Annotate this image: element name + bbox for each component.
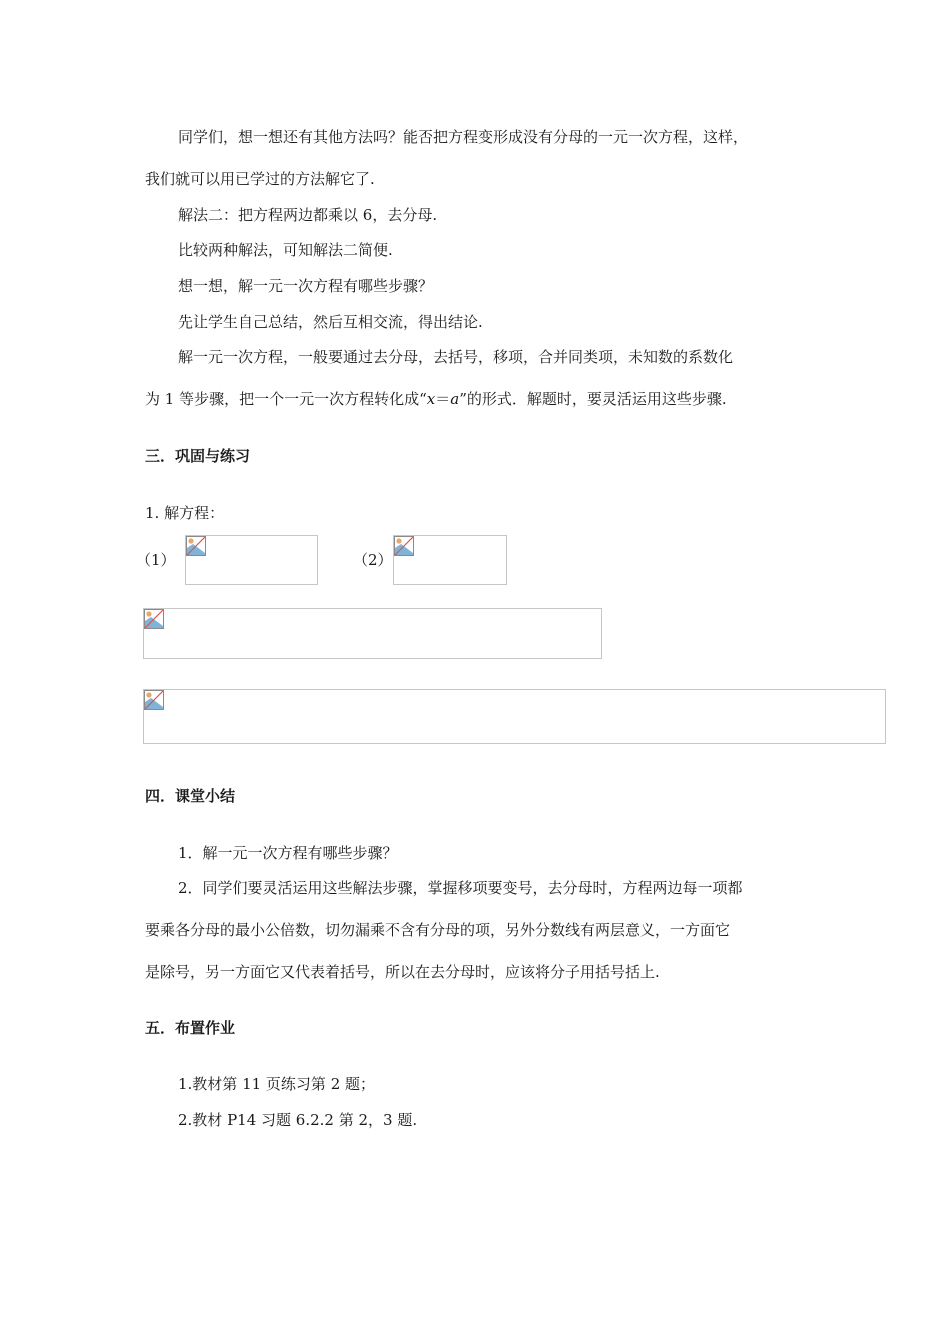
p6-text-pre: 为 1 等步骤，把一个一元一次方程转化成“	[145, 390, 427, 408]
section-4-heading: 四．课堂小结	[145, 787, 236, 805]
equation-image-1	[185, 535, 318, 585]
equals-sign: ＝	[435, 390, 451, 408]
paragraph-4: 想一想，解一元一次方程有哪些步骤？	[178, 277, 434, 295]
broken-image-icon	[186, 536, 206, 556]
exercise-1: 1. 解方程：	[145, 504, 225, 522]
equation-image-4	[143, 689, 886, 744]
var-a: a	[450, 390, 460, 408]
paragraph-6-cont	[145, 389, 727, 409]
paragraph-5: 先让学生自己总结，然后互相交流，得出结论.	[178, 313, 483, 331]
broken-image-icon	[144, 690, 164, 710]
paragraph-6: 解一元一次方程，一般要通过去分母，去括号，移项，合并同类项，未知数的系数化	[178, 348, 734, 366]
paragraph-3: 比较两种解法，可知解法二简便.	[178, 241, 393, 259]
equation-label-2: （2）	[353, 551, 393, 569]
p6-text-post: ”的形式．解题时，要灵活运用这些步骤.	[459, 390, 727, 408]
summary-item-2: 2．同学们要灵活运用这些解法步骤，掌握移项要变号，去分母时，方程两边每一项都	[178, 879, 743, 897]
broken-image-icon	[394, 536, 414, 556]
section-3-heading: 三．巩固与练习	[145, 447, 251, 465]
summary-item-2-cont2: 是除号，另一方面它又代表着括号，所以在去分母时，应该将分子用括号括上.	[145, 963, 660, 981]
paragraph-1-cont: 我们就可以用已学过的方法解它了.	[145, 170, 375, 188]
paragraph-1: 同学们，想一想还有其他方法吗？能否把方程变形成没有分母的一元一次方程，这样，	[178, 128, 749, 146]
equation-label-1: （1）	[136, 551, 176, 569]
var-x: x	[426, 390, 436, 408]
paragraph-2: 解法二：把方程两边都乘以 6，去分母.	[178, 206, 438, 224]
summary-item-2-cont: 要乘各分母的最小公倍数，切勿漏乘不含有分母的项，另外分数线有两层意义，一方面它	[145, 921, 731, 939]
section-5-heading: 五．布置作业	[145, 1019, 236, 1037]
summary-item-1: 1．解一元一次方程有哪些步骤？	[178, 844, 398, 862]
homework-item-2: 2.教材 P14 习题 6.2.2 第 2，3 题.	[178, 1111, 418, 1129]
equation-image-2	[393, 535, 507, 585]
equation-image-3	[143, 608, 602, 659]
homework-item-1: 1.教材第 11 页练习第 2 题；	[178, 1075, 376, 1093]
broken-image-icon	[144, 609, 164, 629]
